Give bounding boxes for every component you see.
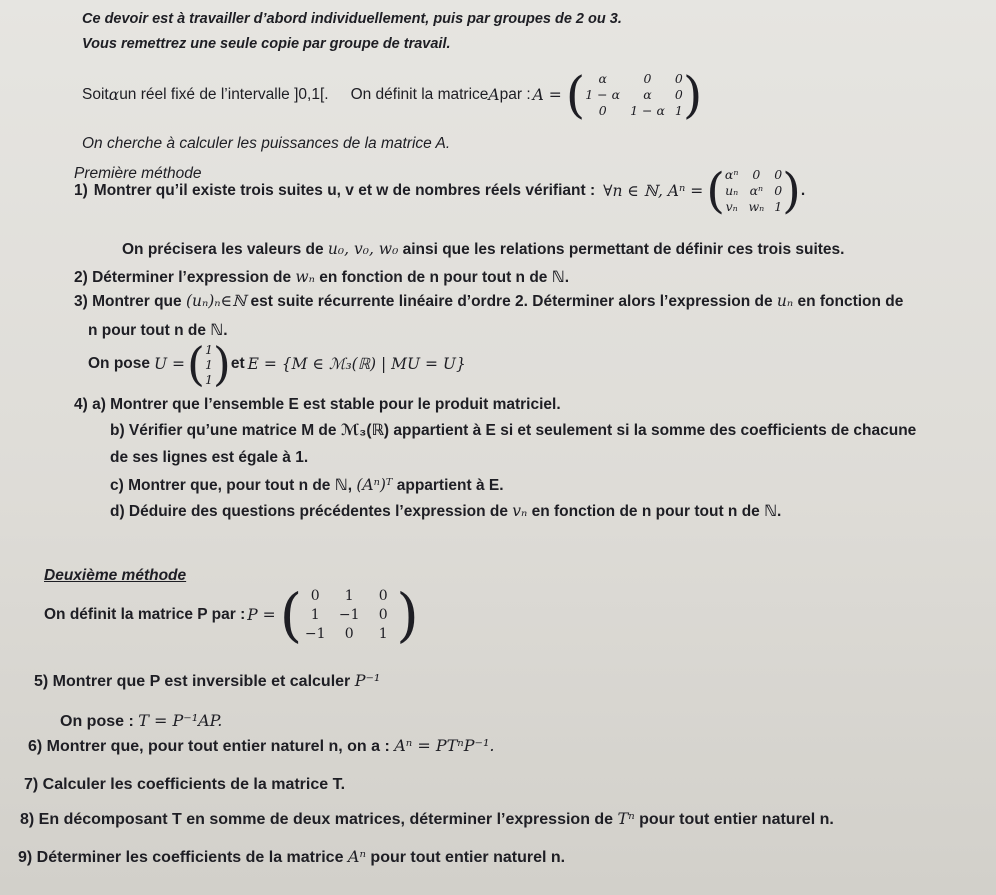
q1-note-a: On précisera les valeurs de	[122, 241, 328, 258]
matrix-P-cell: 0	[310, 587, 320, 604]
def-P-eq: P =	[247, 606, 276, 624]
pose-U-a: On pose	[88, 355, 151, 372]
matrix-An-cell: 0	[774, 183, 783, 198]
matrix-P-cell: −1	[338, 606, 360, 623]
q2-line	[74, 268, 569, 287]
q3-line	[74, 292, 903, 311]
q5-a: 5) Montrer que P est inversible et calculer	[34, 673, 355, 690]
q3-b: est suite récurrente linéaire d’ordre 2. Déterminer alors l’expression de	[246, 293, 777, 310]
q1-note-b: ainsi que les relations permettant de définir ces trois suites.	[398, 241, 845, 258]
setup-line	[82, 66, 703, 124]
setup-eq: A =	[532, 86, 562, 104]
q8-line	[20, 810, 834, 829]
setup-text-1: Soit	[82, 86, 109, 103]
def-P-line	[44, 581, 419, 649]
q4b-line-2: de ses lignes est égale à 1.	[110, 449, 309, 466]
matrix-A-cell: 0	[674, 87, 683, 102]
def-P-a: On définit la matrice P par :	[44, 606, 246, 623]
setup-A: A	[488, 86, 500, 104]
matrix-An-cell: αⁿ	[749, 183, 764, 198]
matrix-An-cell: αⁿ	[724, 167, 739, 182]
matrix-A: ( α 0 0 1 − α α 0 0 1 − α 1 )	[565, 66, 703, 124]
matrix-P-cell: −1	[304, 625, 326, 642]
q4c-a: c) Montrer que, pour tout n de ℕ,	[110, 477, 357, 494]
intro-line-2: Vous remettrez une seule copie par groupe de travail.	[82, 36, 451, 52]
q4d-b: en fonction de n pour tout n de ℕ.	[527, 503, 782, 520]
q4c-math: (Aⁿ)ᵀ	[356, 476, 393, 494]
pose-U-line	[88, 338, 466, 390]
q3-c: en fonction de	[793, 293, 904, 310]
matrix-An-cell: 1	[774, 199, 783, 214]
q5-math: P⁻¹	[354, 671, 381, 690]
intro-line-1: Ce devoir est à travailler d’abord individuellement, puis par groupes de 2 ou 3.	[82, 11, 622, 27]
q1-line	[74, 158, 805, 220]
q1-end: .	[800, 182, 806, 199]
q3-a: 3) Montrer que	[74, 293, 186, 310]
vector-U-cell: 1	[204, 341, 213, 357]
q4d-line	[110, 502, 781, 521]
q2-math: wₙ	[295, 268, 315, 286]
pose-U-eq: U =	[154, 355, 185, 373]
q3-math-2: uₙ	[776, 292, 794, 310]
matrix-P-cell: 1	[310, 606, 320, 623]
matrix-A-cell: 0	[598, 103, 607, 118]
q9-math: Aⁿ	[347, 847, 366, 866]
method2-title: Deuxième méthode	[44, 567, 187, 584]
matrix-An-cell: uₙ	[725, 183, 739, 198]
matrix-P-cell: 1	[378, 625, 388, 642]
q1-text: Montrer qu’il existe trois suites u, v et w de nombres réels vérifiant :	[93, 182, 596, 199]
q7-line: 7) Calculer les coefficients de la matrice T.	[24, 776, 346, 793]
matrix-A-cell: 0	[643, 71, 652, 86]
matrix-An-cell: vₙ	[725, 199, 738, 214]
matrix-P-cell: 0	[378, 606, 388, 623]
q1-note	[122, 240, 844, 259]
matrix-P-cell: 0	[344, 625, 354, 642]
matrix-A-cell: 1 − α	[630, 103, 665, 118]
pose-U-b: et	[230, 355, 245, 372]
q2-a: 2) Déterminer l’expression de	[74, 269, 296, 286]
matrix-A-cell: 1 − α	[585, 87, 621, 102]
matrix-A-cell: 1	[674, 103, 683, 118]
pose-E: E = {M ∈ ℳ₃(ℝ) | MU = U}	[247, 355, 466, 373]
q9-b: pour tout entier naturel n.	[365, 849, 566, 866]
q4a-line: 4) a) Montrer que l’ensemble E est stable pour le produit matriciel.	[74, 396, 561, 413]
q6-a: 6) Montrer que, pour tout entier naturel n, on a :	[28, 738, 395, 755]
matrix-An-cell: 0	[752, 167, 761, 182]
matrix-P-cell: 0	[378, 587, 388, 604]
vector-U-cell: 1	[204, 371, 213, 387]
method1-title: Première méthode	[74, 165, 202, 182]
q8-math: Tⁿ	[617, 809, 635, 828]
q4d-math: vₙ	[512, 502, 528, 520]
q1-math: ∀n ∈ ℕ, Aⁿ =	[603, 182, 704, 200]
matrix-A-cell: α	[598, 71, 607, 86]
q5-line	[34, 672, 380, 691]
q9-line	[18, 848, 565, 867]
q4c-line	[110, 476, 504, 495]
q6-math: Aⁿ = PTⁿP⁻¹.	[394, 736, 495, 755]
matrix-An-cell: 0	[774, 167, 783, 182]
setup-text-3: On définit la matrice	[350, 86, 489, 103]
pose-T-line	[60, 712, 222, 731]
vector-U-cell: 1	[204, 356, 213, 372]
q2-b: en fonction de n pour tout n de ℕ.	[314, 269, 570, 286]
q4b-line-1: b) Vérifier qu’une matrice M de ℳ₃(ℝ) appartient à E si et seulement si la somme des coefficients de chacune	[110, 422, 917, 439]
q3-math: (uₙ)ₙ∈ℕ	[185, 292, 247, 310]
q3-line-2: n pour tout n de ℕ.	[88, 322, 228, 339]
pose-T-math: T = P⁻¹AP.	[138, 711, 223, 730]
q1-num: 1)	[74, 182, 88, 199]
matrix-An: ( αⁿ 0 0 uₙ αⁿ 0 vₙ wₙ 1 )	[706, 163, 801, 219]
matrix-P: ( 0 1 0 1 −1 0 −1 0 1 )	[279, 581, 419, 649]
q6-line	[28, 737, 494, 756]
setup-text-2: un réel fixé de l’intervalle ]0,1[.	[119, 86, 329, 103]
matrix-A-cell: α	[643, 87, 652, 102]
matrix-P-cell: 1	[344, 587, 354, 604]
matrix-A-cell: 0	[674, 71, 683, 86]
q4c-b: appartient à E.	[392, 477, 504, 494]
q8-b: pour tout entier naturel n.	[634, 811, 834, 828]
setup-text-4: par :	[499, 86, 531, 103]
matrix-An-cell: wₙ	[748, 199, 765, 214]
q8-a: 8) En décomposant T en somme de deux matrices, déterminer l’expression de	[20, 811, 618, 828]
q9-a: 9) Déterminer les coefficients de la matrice	[18, 849, 348, 866]
goal-text: On cherche à calculer les puissances de la matrice A.	[82, 135, 451, 152]
q1-note-math: u₀, v₀, w₀	[327, 240, 399, 258]
vector-U: ( 1 1 1 )	[187, 337, 231, 391]
setup-alpha: α	[108, 86, 120, 104]
pose-T-a: On pose :	[60, 713, 139, 730]
q4d-a: d) Déduire des questions précédentes l’expression de	[110, 503, 513, 520]
